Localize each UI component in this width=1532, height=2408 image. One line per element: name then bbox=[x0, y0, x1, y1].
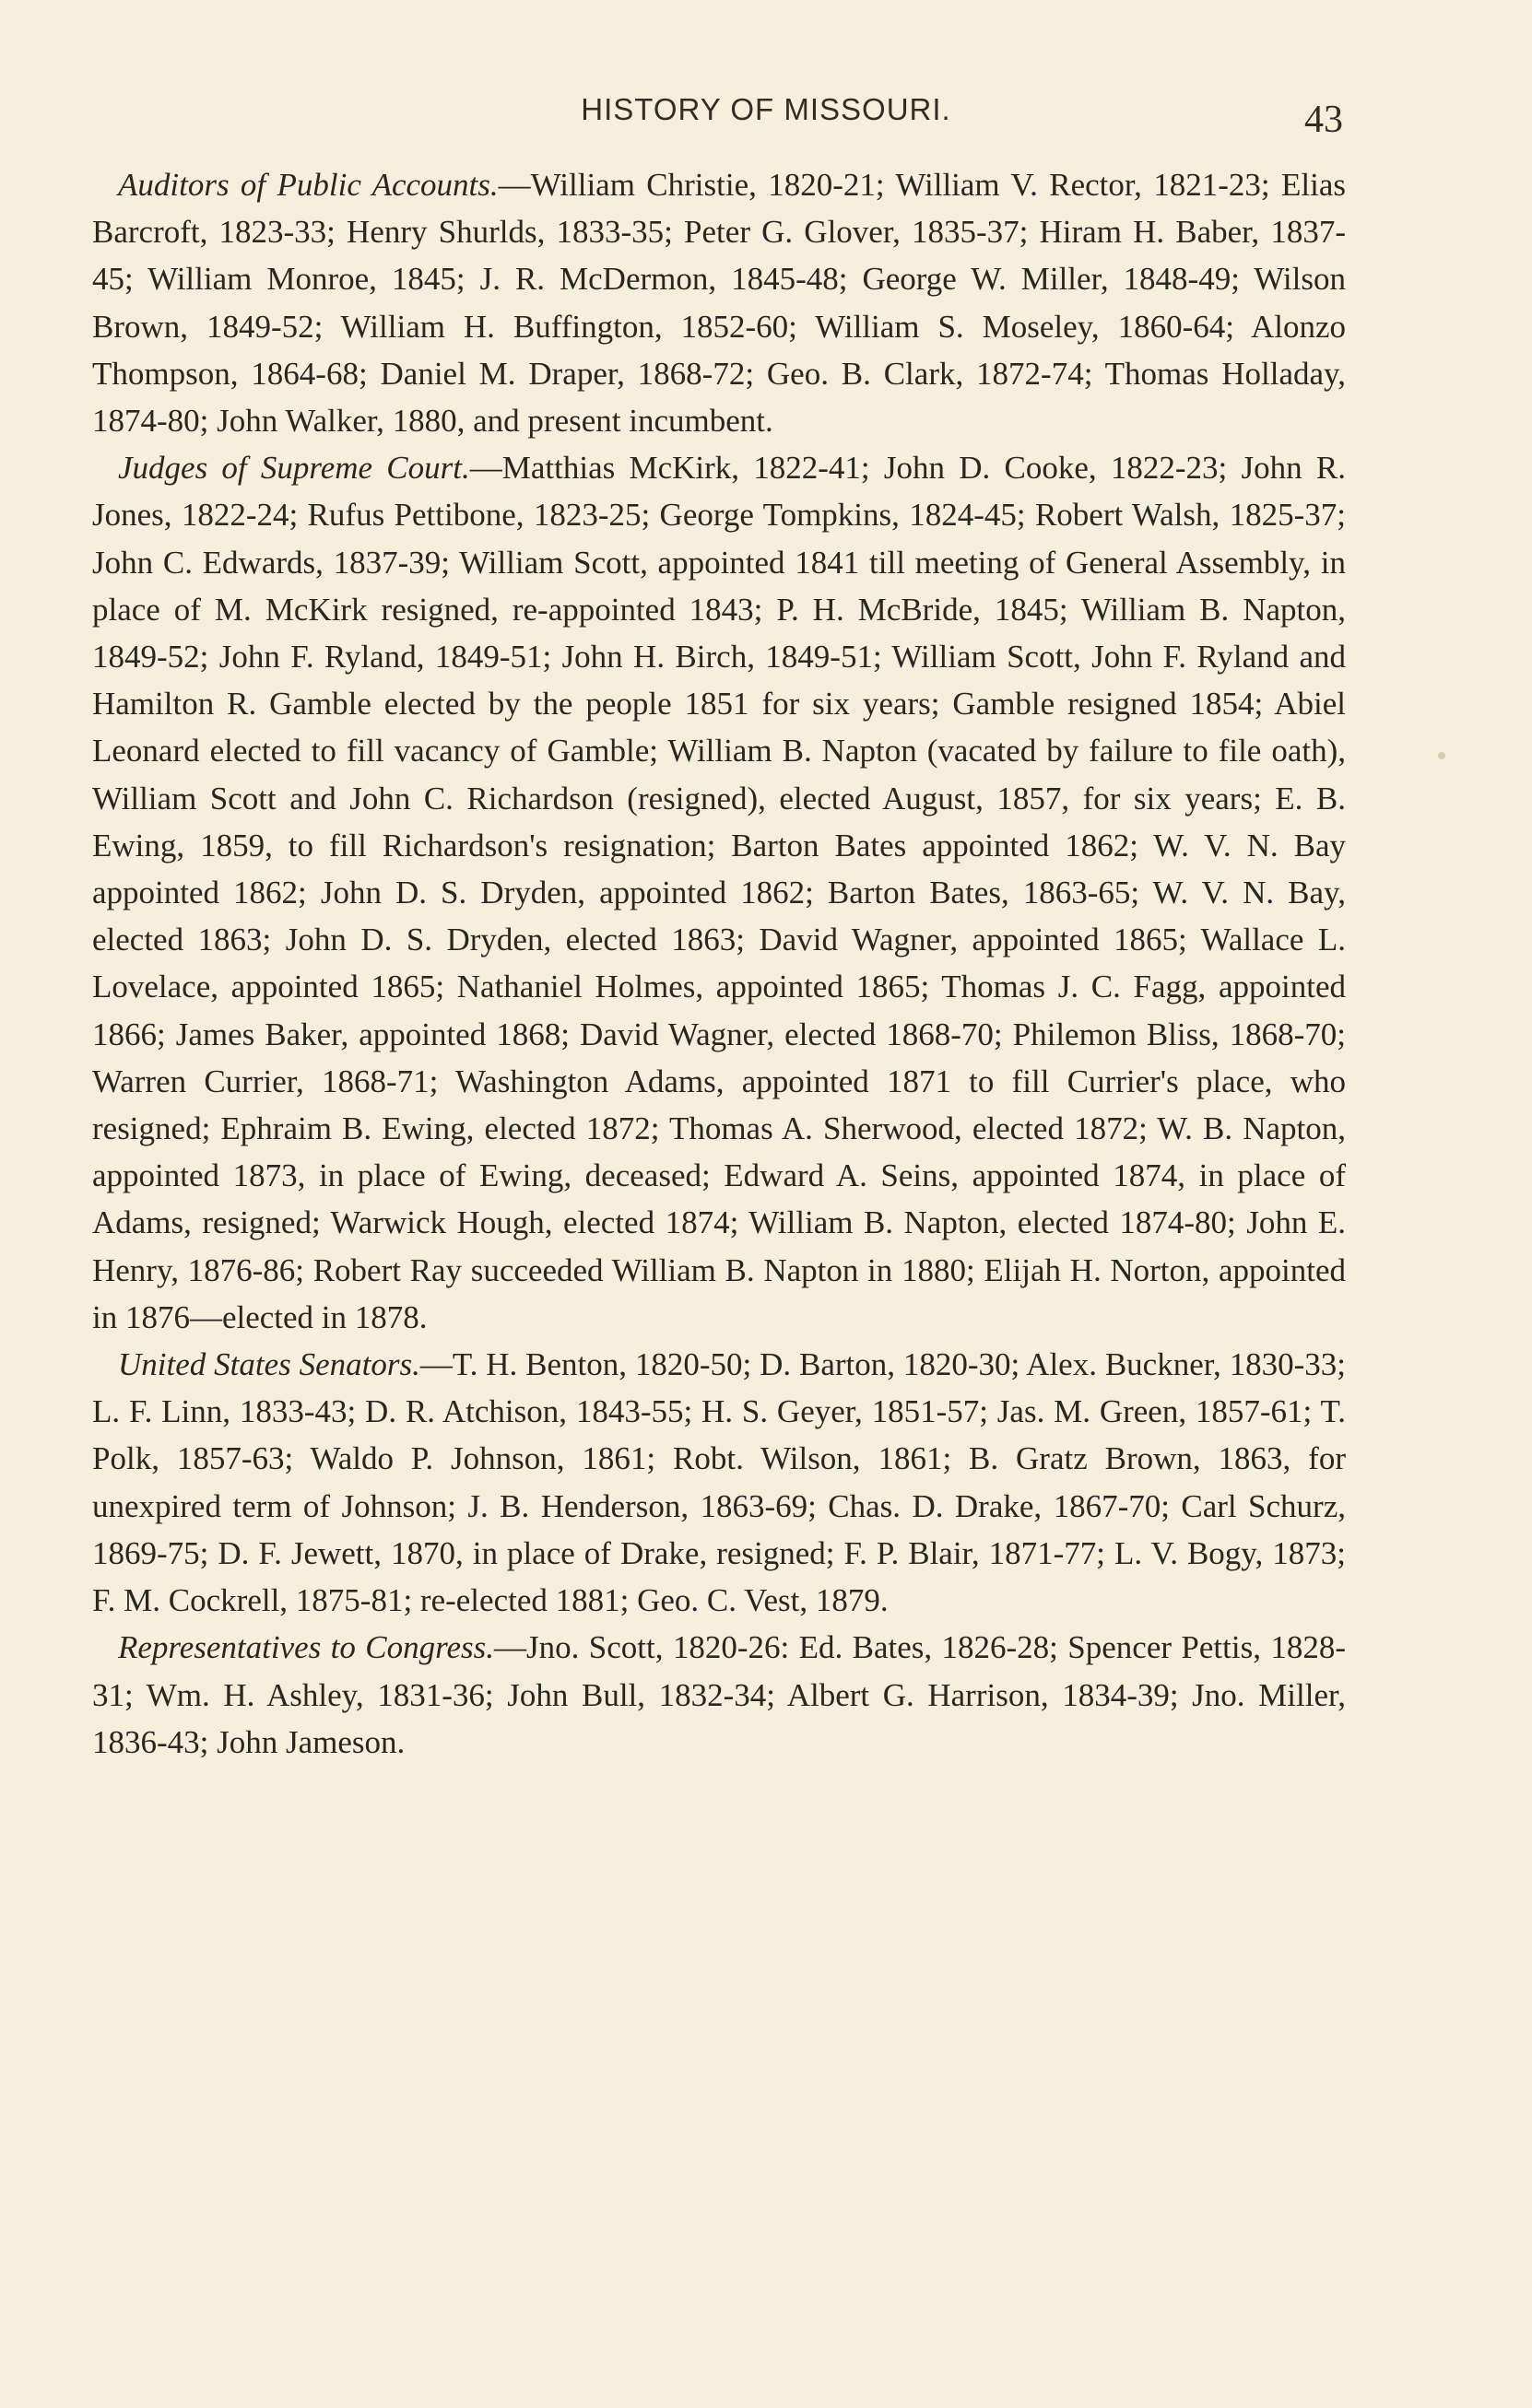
page-number: 43 bbox=[1304, 99, 1343, 141]
section-senators bbox=[92, 1341, 1346, 1624]
section-body: —T. H. Benton, 1820-50; D. Barton, 1820-30; Alex. Buckner, 1830-33; L. F. Linn, 1833-43; D. R. Atchison, 1843-55; H. S. Geyer, 1851-57; Jas. M. Green, 1857-61; T. Polk, 1857-63; Waldo P. Johnson, 1861; Robt. Wilson, 1861; B. Gratz Brown, 1863, for unexpired term of Johnson; J. B. Henderson, 1863-69; Chas. D. Drake, 1867-70; Carl Schurz, 1869-75; D. F. Jewett, 1870, in place of Drake, resigned; F. P. Blair, 1871-77; L. V. Bogy, 1873; F. M. Cockrell, 1875-81; re-elected 1881; Geo. C. Vest, 1879. bbox=[92, 1346, 1346, 1619]
section-heading: Judges of Supreme Court. bbox=[118, 450, 470, 487]
section-judges bbox=[92, 444, 1346, 1341]
section-heading: United States Senators. bbox=[118, 1346, 420, 1383]
running-title: HISTORY OF MISSOURI. bbox=[581, 92, 951, 126]
section-representatives bbox=[92, 1624, 1346, 1766]
section-auditors bbox=[92, 161, 1346, 444]
section-body: —Jno. Scott, 1820-26: Ed. Bates, 1826-28; Spencer Pettis, 1828-31; Wm. H. Ashley, 1831-36; John Bull, 1832-34; Albert G. Harrison, 1834-39; Jno. Miller, 1836-43; John Jameson. bbox=[92, 1629, 1346, 1760]
section-heading: Auditors of Public Accounts. bbox=[118, 167, 499, 203]
page-body bbox=[92, 161, 1346, 1766]
section-heading: Representatives to Congress. bbox=[118, 1629, 494, 1666]
section-body: —William Christie, 1820-21; William V. Rector, 1821-23; Elias Barcroft, 1823-33; Henry Shurlds, 1833-35; Peter G. Glover, 1835-37; Hiram H. Baber, 1837-45; William Monroe, 1845; J. R. McDermon, 1845-48; George W. Miller, 1848-49; Wilson Brown, 1849-52; William H. Buffington, 1852-60; William S. Moseley, 1860-64; Alonzo Thompson, 1864-68; Daniel M. Draper, 1868-72; Geo. B. Clark, 1872-74; Thomas Holladay, 1874-80; John Walker, 1880, and present incumbent. bbox=[92, 167, 1346, 440]
section-body: —Matthias McKirk, 1822-41; John D. Cooke, 1822-23; John R. Jones, 1822-24; Rufus Pettibone, 1823-25; George Tompkins, 1824-45; Robert Walsh, 1825-37; John C. Edwards, 1837-39; William Scott, appointed 1841 till meeting of General Assembly, in place of M. McKirk resigned, re-appointed 1843; P. H. McBride, 1845; William B. Napton, 1849-52; John F. Ryland, 1849-51; John H. Birch, 1849-51; William Scott, John F. Ryland and Hamilton R. Gamble elected by the people 1851 for six years; Gamble resigned 1854; Abiel Leonard elected to fill vacancy of Gamble; William B. Napton (vacated by failure to file oath), William Scott and John C. Richardson (resigned), elected August, 1857, for six years; E. B. Ewing, 1859, to fill Richardson's resignation; Barton Bates appointed 1862; W. V. N. Bay appointed 1862; John D. S. Dryden, appointed 1862; Barton Bates, 1863-65; W. V. N. Bay, elected 1863; John D. S. Dryden, elected 1863; David Wagner, appointed 1865; Wallace L. Lovelace, appointed 1865; Nathaniel Holmes, appointed 1865; Thomas J. C. Fagg, appointed 1866; James Baker, appointed 1868; David Wagner, elected 1868-70; Philemon Bliss, 1868-70; Warren Currier, 1868-71; Washington Adams, appointed 1871 to fill Currier's place, who resigned; Ephraim B. Ewing, elected 1872; Thomas A. Sherwood, elected 1872; W. B. Napton, appointed 1873, in place of Ewing, deceased; Edward A. Seins, appointed 1874, in place of Adams, resigned; Warwick Hough, elected 1874; William B. Napton, elected 1874-80; John E. Henry, 1876-86; Robert Ray succeeded William B. Napton in 1880; Elijah H. Norton, appointed in 1876—elected in 1878. bbox=[92, 450, 1346, 1335]
paper-speck bbox=[1438, 752, 1445, 759]
page-header bbox=[0, 85, 1532, 140]
